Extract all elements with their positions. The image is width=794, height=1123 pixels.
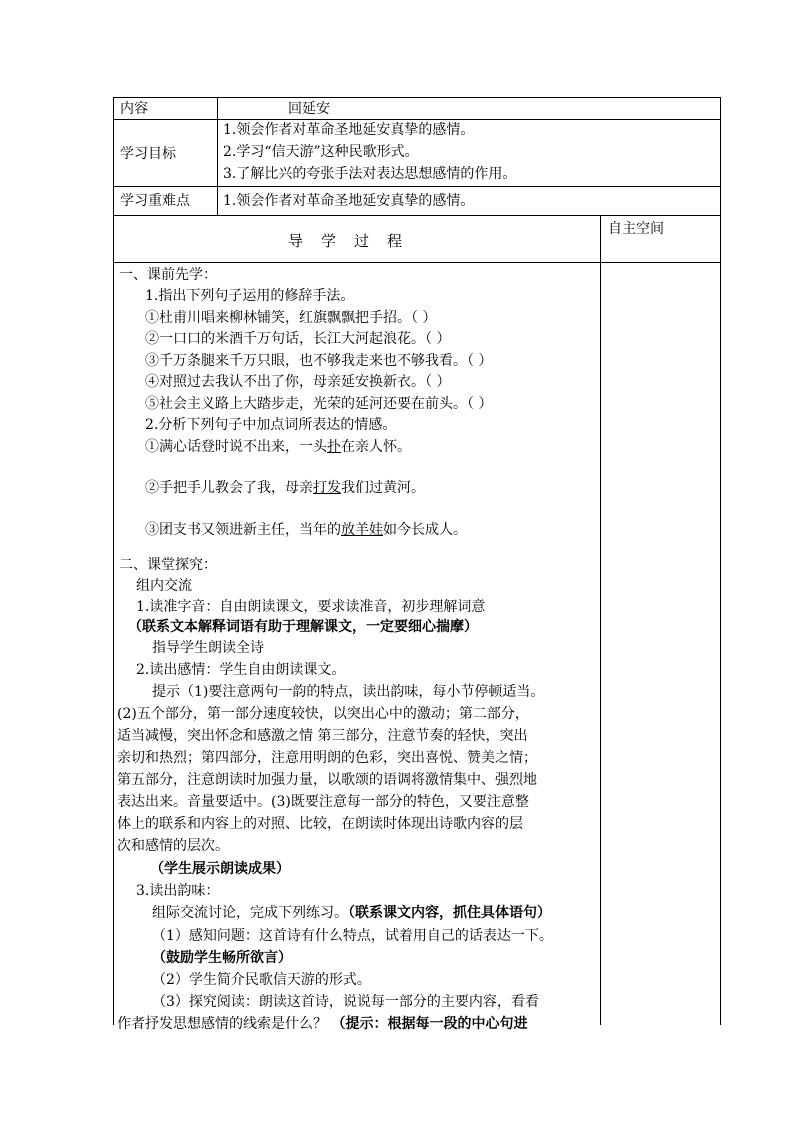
step-1: 1.读准字音：自由朗读课文，要求读准音，初步理解词意: [136, 599, 486, 615]
student-show: （学生展示朗读成果）: [150, 861, 290, 877]
key-points-label: 学习重难点: [120, 193, 190, 209]
sentence-2: [145, 479, 425, 497]
table-border-left: [113, 97, 114, 1025]
tip-line: 提示（1)要注意两句一韵的特点，读出韵味，每小节停顿适当。: [152, 684, 545, 700]
group-exchange: 组内交流: [136, 578, 192, 594]
exercise-1-note: （鼓励学生畅所欲言）: [152, 950, 292, 966]
question-2: 2.分析下列句子中加点词所表达的情感。: [145, 417, 397, 433]
sentence-1-key-word: 扑: [327, 439, 341, 455]
tip-line: 第五部分，注意朗读时加强力量，以歌颂的语调将激情集中、强烈地: [117, 772, 537, 788]
sentence-2-pre: ②手把手儿教会了我，母亲: [145, 480, 313, 496]
sentence-1-pre: ①满心话登时说不出来，一头: [145, 439, 327, 455]
goal-item: 1.领会作者对革命圣地延安真挚的感情。: [223, 122, 475, 138]
step-3-discussion-note: （联系课文内容，抓住具体语句）: [348, 905, 551, 921]
table-border-top: [113, 97, 720, 98]
step-3: 3.读出韵味：: [136, 883, 220, 899]
step-3-discussion: [152, 904, 551, 922]
lesson-title: 回延安: [288, 101, 330, 117]
goals-label: 学习目标: [120, 146, 176, 162]
step-2: 2.读出感情：学生自由朗读课文。: [136, 662, 346, 678]
exercise-3: （3）探究阅读：朗读这首诗，说说每一部分的主要内容，看看: [152, 994, 539, 1010]
exercise-3-cont: [117, 1015, 527, 1033]
tip-line: 次和感情的层次。: [117, 838, 229, 854]
tip-line: 表达出来。音量要适中。(3)既要注意每一部分的特色，又要注意整: [117, 794, 529, 810]
section1-title: 一、课前先学：: [119, 267, 217, 283]
content-label: 内容: [120, 101, 148, 117]
table-row-divider: [113, 262, 720, 263]
sentence-2-post: 我们过黄河。: [341, 480, 425, 496]
exercise-3-hint: （提示：根据每一段的中心句进: [331, 1016, 528, 1032]
step-1-guide: 指导学生朗读全诗: [152, 640, 264, 656]
rhetoric-item: ⑤社会主义路上大踏步走，光荣的延河还要在前头。（ ）: [145, 396, 493, 412]
key-points-value: 1.领会作者对革命圣地延安真挚的感情。: [223, 193, 475, 209]
step-1-note: （联系文本解释词语有助于理解课文，一定要细心揣摩）: [128, 619, 478, 635]
sentence-1: [145, 438, 411, 456]
tip-line: 适当减慢，突出怀念和感激之情 第三部分，注意节奏的轻快，突出: [117, 728, 528, 744]
table-row-divider: [113, 119, 720, 120]
rhetoric-item: ④对照过去我认不出了你，母亲延安换新衣。（ ）: [145, 374, 451, 390]
exercise-3-question: 作者抒发思想感情的线索是什么？: [117, 1016, 332, 1032]
section2-title: 二、课堂探究：: [119, 557, 217, 573]
rhetoric-item: ③千万条腿来千万只眼，也不够我走来也不够我看。（ ）: [145, 353, 493, 369]
table-label-divider: [217, 97, 218, 215]
sentence-2-key-word: 打发: [313, 480, 341, 496]
exercise-1: （1）感知问题：这首诗有什么特点，试着用自己的话表达一下。: [152, 928, 553, 944]
tip-line: 亲切和热烈；第四部分，注意用明朗的色彩，突出喜悦、赞美之情；: [117, 750, 537, 766]
rhetoric-item: ①杜甫川唱来柳林铺笑，红旗飘飘把手招。（ ）: [145, 310, 437, 326]
sentence-1-post: 在亲人怀。: [341, 439, 411, 455]
exercise-2: （2）学生简介民歌信天游的形式。: [152, 972, 371, 988]
table-row-divider: [113, 215, 720, 216]
tip-line: 体上的联系和内容上的对照、比较，在朗读时体现出诗歌内容的层: [117, 816, 523, 832]
sentence-3-post: 如今长成人。: [383, 522, 467, 538]
rhetoric-item: ②一口口的米酒千万句话，长江大河起浪花。（ ）: [145, 331, 451, 347]
tip-line: (2)五个部分，第一部分速度较快，以突出心中的激动；第二部分，: [117, 706, 529, 722]
process-title: 导学过程: [288, 232, 421, 250]
table-row-divider: [113, 186, 720, 187]
sentence-3-pre: ③团支书又领进新主任，当年的: [145, 522, 341, 538]
sentence-3-key-word: 放羊娃: [341, 522, 383, 538]
sentence-3: [145, 521, 467, 539]
question-1: 1.指出下列句子运用的修辞手法。: [145, 288, 355, 304]
table-border-right: [720, 97, 721, 1025]
goal-item: 3.了解比兴的夸张手法对表达思想感情的作用。: [223, 166, 517, 182]
side-space-title: 自主空间: [608, 221, 664, 237]
step-3-discussion-text: 组际交流讨论，完成下列练习。: [152, 905, 348, 921]
goal-item: 2.学习“信天游”这种民歌形式。: [223, 144, 419, 160]
table-side-divider: [600, 215, 601, 1025]
